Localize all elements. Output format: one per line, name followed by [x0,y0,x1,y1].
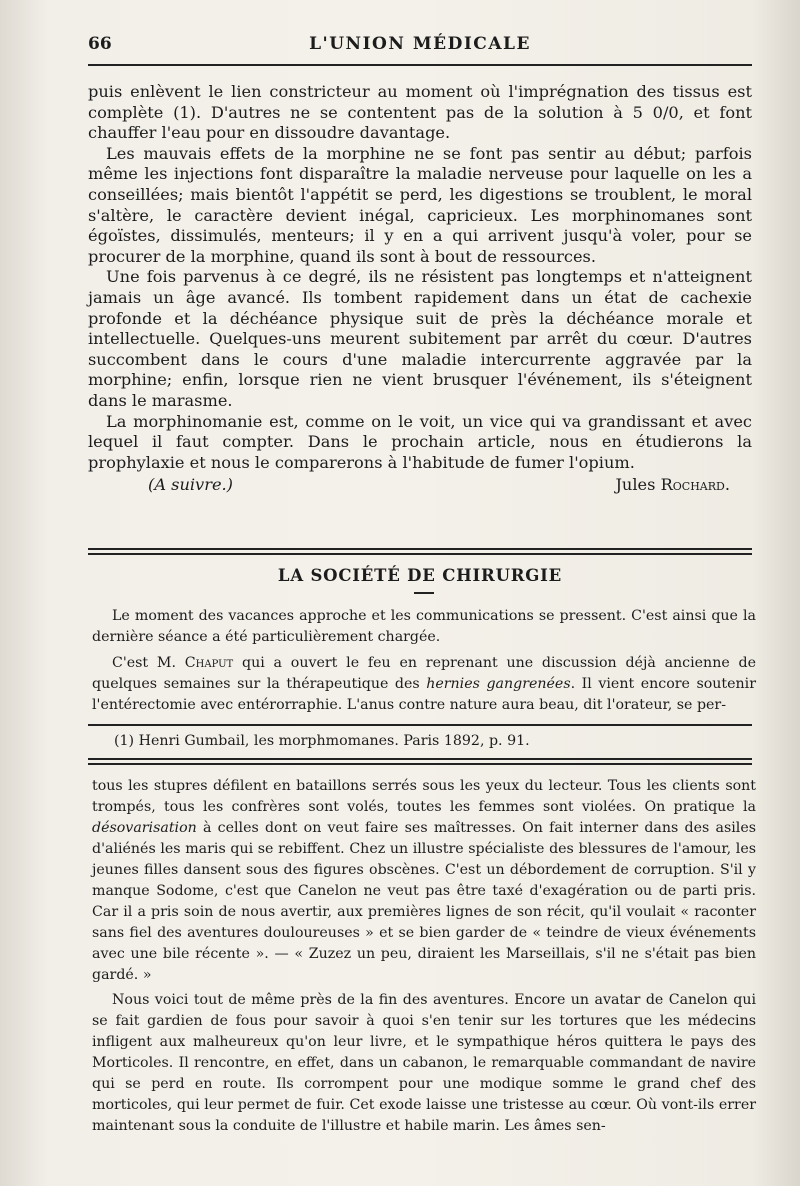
journal-title: L'UNION MÉDICALE [309,34,531,54]
paragraph: Nous voici tout de même près de la fin des aventures. Encore un avatar de Canelon qui se fait gardien de fous pour savoir à quoi s'en tenir sur les tortures que les médecins infligent aux malheureux qu'on leur livre, et le sympathique héros quittera le pays des Morticoles. Il rencontre, en effet, dans un cabanon, le remarquable commandant de navire qui se perd en route. Ils corrompent pour une modique somme le grand chef des morticoles, qui leur permet de fuir. Cet exode laisse une tristesse au cœur. Où vont-ils errer maintenant sous la conduite de l'illustre et habile marin. Les âmes sen- [92,992,756,1134]
article-morphinomanie [88,82,752,496]
author-signature [615,475,730,496]
feuilleton-rule-bottom [88,763,752,765]
emphasis: désovarisation [92,820,197,836]
paragraph: La morphinomanie est, comme on le voit, un vice qui va grandissant et avec lequel il faut compter. Dans le prochain article, nous en étudierons la prophylaxie et nous le comparerons à l'habitude de fumer l'opium. [88,411,752,472]
paragraph [92,776,756,986]
footnote-rule [88,724,752,726]
paragraph: Une fois parvenus à ce degré, ils ne résistent pas longtemps et n'atteignent jamais un âge avancé. Ils tombent rapidement dans un état de cachexie profonde et la déchéance physique suit de près la déchéance morale et intellectuelle. Quelques-uns meurent subitement par arrêt du cœur. D'autres succombent dans le cours d'une maladie intercurrente aggravée par la morphine; enfin, lorsque rien ne vient brusquer l'événement, ils s'éteignent dans le marasme. [88,267,752,410]
feuilleton-rule-top [88,758,752,760]
text-run: . Il vient encore soutenir l'entérectomie avec entérorraphie. L'anus contre nature aura beau, dit l'orateur, se per- [92,676,756,713]
author-first-name: Jules [615,475,656,495]
text-run: à celles dont on veut faire ses maîtresses. On fait interner dans des asiles d'aliénés les maris qui se rebiffent. Chez un illustre spécialiste des blessures de l'amour, les jeunes filles dansent sous des figures obscènes. C'est un débordement de corruption. S'il y manque Sodome, c'est que Canelon ne veut pas être taxé d'exagération ou de parti pris. Car il a pris soin de nous avertir, aux premières lignes de son récit, qu'il voulait « raconter sans fiel des aventures douloureuses » et se bien garder de « teindre de vieux événements avec une bile récente ». — « Zuzez un peu, diraient les Marseillais, s'il ne s'était pas bien gardé. » [92,820,756,983]
feuilleton [92,776,756,1141]
author-last-name: Rochard. [660,475,730,495]
paragraph: Les mauvais effets de la morphine ne se font pas sentir au début; parfois même les injections font disparaître la maladie nerveuse pour laquelle on les a conseillées; mais bientôt l'appétit se perd, les digestions se troublent, le moral s'altère, le caractère devient inégal, capricieux. Les morphinomanes sont égoïstes, dissimulés, menteurs; il y en a qui arrivent jusqu'à voler, pour se procurer de la morphine, quand ils sont à bout de ressources. [88,143,752,266]
text-run: tous les stupres défilent en bataillons serrés sous les yeux du lecteur. Tous les clients sont trompés, tous les confrères sont volés, toutes les femmes sont violées. On pratique la [92,778,756,815]
title-dash [414,592,434,594]
text-run: C'est M. [112,655,176,671]
article-societe-chirurgie [92,606,756,721]
text-run: qui a ouvert le feu en reprenant une discussion déjà ancienne de quelques semaines sur la thérapeutique des [92,655,756,692]
surgeon-name: Chaput [184,655,234,671]
header-rule [88,64,752,66]
to-follow-note: (A suivre.) [148,475,233,495]
section-divider-bottom [88,553,752,555]
section-title: LA SOCIÉTÉ DE CHIRURGIE [277,566,563,585]
paragraph: puis enlèvent le lien constricteur au moment où l'imprégnation des tissus est complète (1). D'autres ne se contentent pas de la solution à 5 0/0, et font chauffer l'eau pour en dissoudre davantage. [88,82,752,143]
section-divider-top [88,548,752,550]
running-header [88,34,752,58]
paragraph: Le moment des vacances approche et les communications se pressent. C'est ainsi que la dernière séance a été particulièrement chargée. [92,608,756,645]
emphasis: hernies gangrenées [426,676,571,692]
page-number: 66 [88,34,112,54]
signature-row [88,475,752,496]
paragraph [92,653,756,716]
footnote: (1) Henri Gumbail, les morphmomanes. Paris 1892, p. 91. [114,733,530,749]
